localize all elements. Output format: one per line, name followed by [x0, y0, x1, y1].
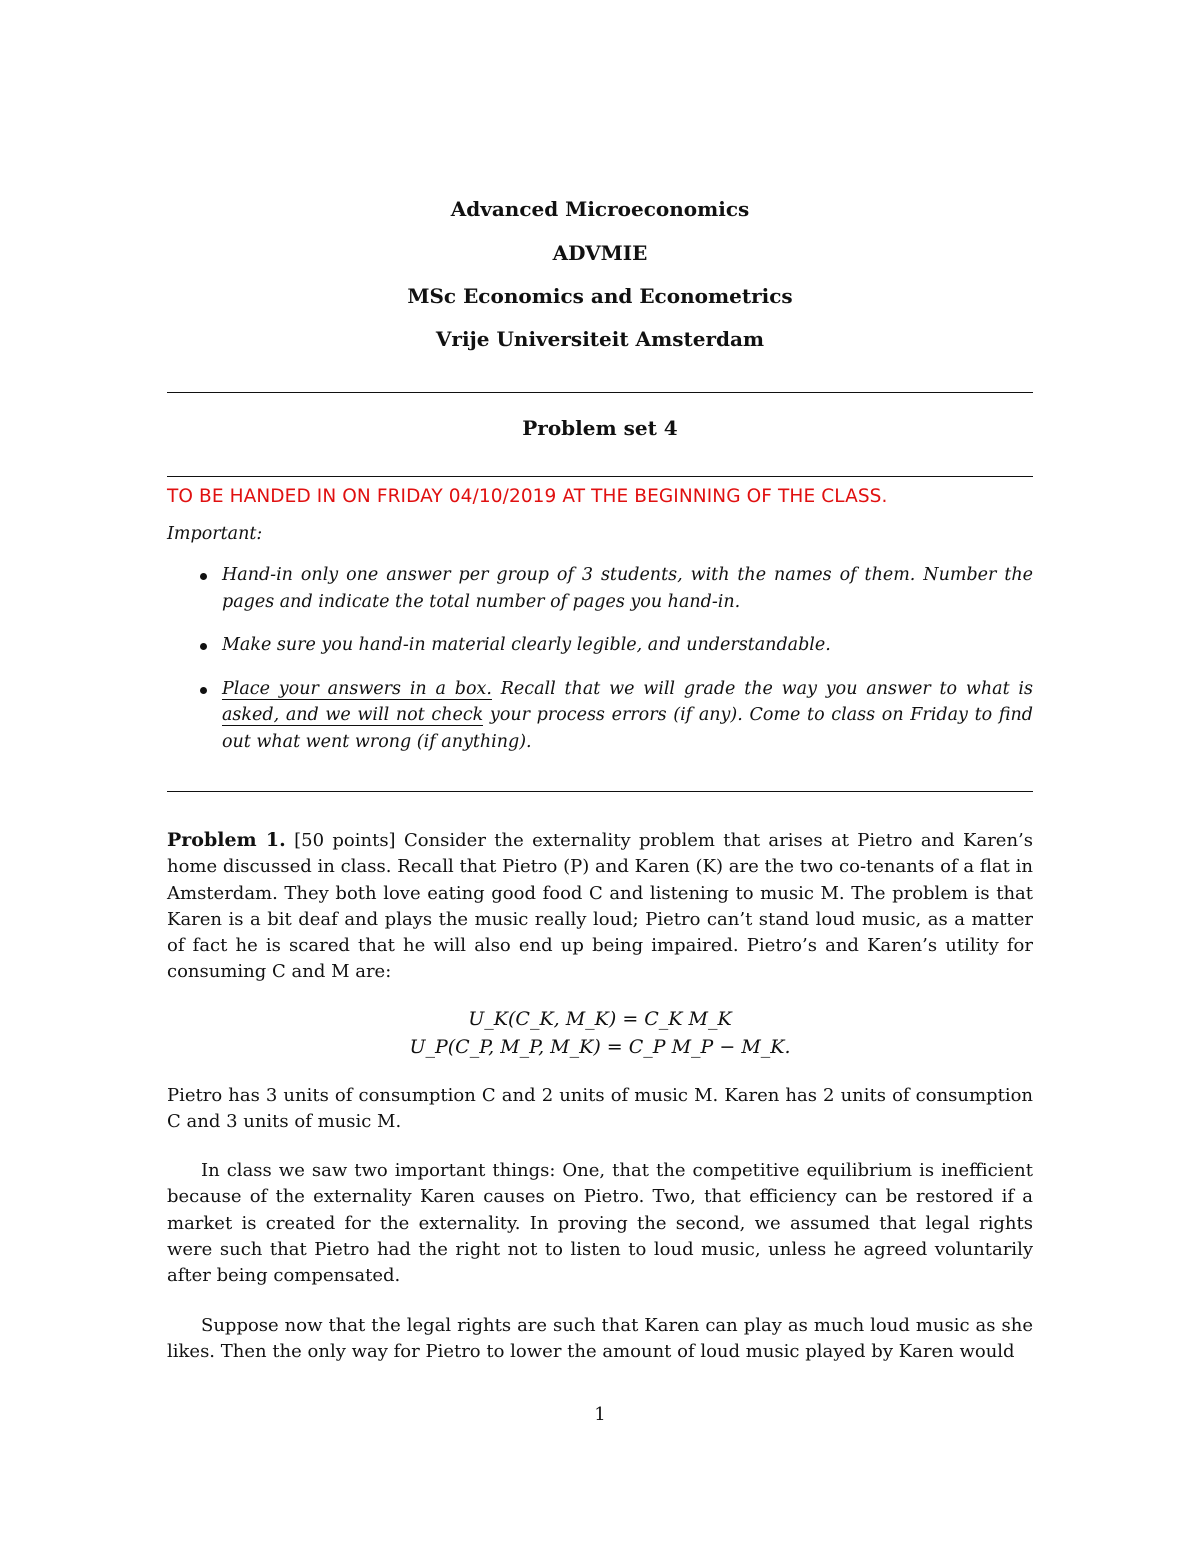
problem-label: Problem 1. [167, 829, 286, 851]
bullet-text: Recall that we will grade the way you answer to what is [491, 678, 1033, 699]
bullet-text: Make sure you hand-in material clearly legible, and understandable. [222, 635, 831, 655]
equation-pietro: U_P(C_P, M_P, M_K) = C_P M_P − M_K. [409, 1036, 791, 1058]
list-item [167, 632, 1033, 659]
list-item [167, 562, 1033, 615]
endowments-text: Pietro has 3 units of consumption C and 2 units of music M. Karen has 2 units of consumption C and 3 units of music M. [167, 1085, 1033, 1133]
class-text: In class we saw two important things: One, that the competitive equilibrium is inefficient because of the externality Karen causes on Pietro. Two, that efficiency can be restored if a market is created for the externality. In proving the second, we assumed that legal rights were such that Pietro had the right not to listen to loud music, unless he agreed voluntarily after being compensated. [167, 1160, 1033, 1287]
horizontal-rule [167, 392, 1033, 393]
bullet-text: Hand-in only one answer per group of 3 students, with the names of them. Number the pages and indicate the total number of pages you hand-in. [222, 565, 1033, 612]
instructions-list [167, 562, 1033, 772]
university-name: Vrije Universiteit Amsterdam [435, 327, 765, 351]
horizontal-rule [167, 476, 1033, 477]
problem-intro-text: Consider the externality problem that arises at Pietro and Karen’s home discussed in class. Recall that Pietro (P) and Karen (K) are the two co-tenants of a flat in Amsterdam. They both love eating good food C and listening to music M. The problem is that Karen is a bit deaf and plays the music really loud; Pietro can’t stand loud music, as a matter of fact he is scared that he will also end up being impaired. Pietro’s and Karen’s utility for consuming C and M are: [167, 830, 1034, 983]
bullet-icon [200, 643, 207, 650]
course-code: ADVMIE [552, 241, 648, 265]
list-item [167, 676, 1033, 756]
class-paragraph [167, 1158, 1033, 1289]
utility-equations [167, 1005, 1033, 1061]
programme-name: MSc Economics and Econometrics [407, 284, 793, 308]
important-label: Important: [167, 524, 263, 544]
course-title: Advanced Microeconomics [450, 197, 750, 221]
deadline-notice: TO BE HANDED IN ON FRIDAY 04/10/2019 AT THE BEGINNING OF THE CLASS. [167, 486, 888, 507]
equation-karen: U_K(C_K, M_K) = C_K M_K [468, 1008, 732, 1030]
endowments-paragraph [167, 1083, 1033, 1136]
boxed-text: asked, and we will not check [222, 705, 484, 725]
horizontal-rule [167, 791, 1033, 792]
problem-set-title: Problem set 4 [522, 416, 678, 440]
boxed-text: Place your answers in a box. [222, 678, 492, 699]
problem-1-intro [167, 827, 1033, 986]
suppose-paragraph [167, 1313, 1033, 1366]
bullet-icon [200, 573, 207, 580]
page-number: 1 [594, 1404, 606, 1425]
bullet-icon [200, 687, 207, 694]
suppose-text: Suppose now that the legal rights are such that Karen can play as much loud music as she likes. Then the only way for Pietro to lower the amount of loud music played by Karen would [167, 1315, 1033, 1363]
bullet-text: your process errors (if any). Come to class on Friday to find out what went wrong (if anything). [222, 705, 1033, 752]
problem-points: [50 points] [294, 830, 396, 851]
